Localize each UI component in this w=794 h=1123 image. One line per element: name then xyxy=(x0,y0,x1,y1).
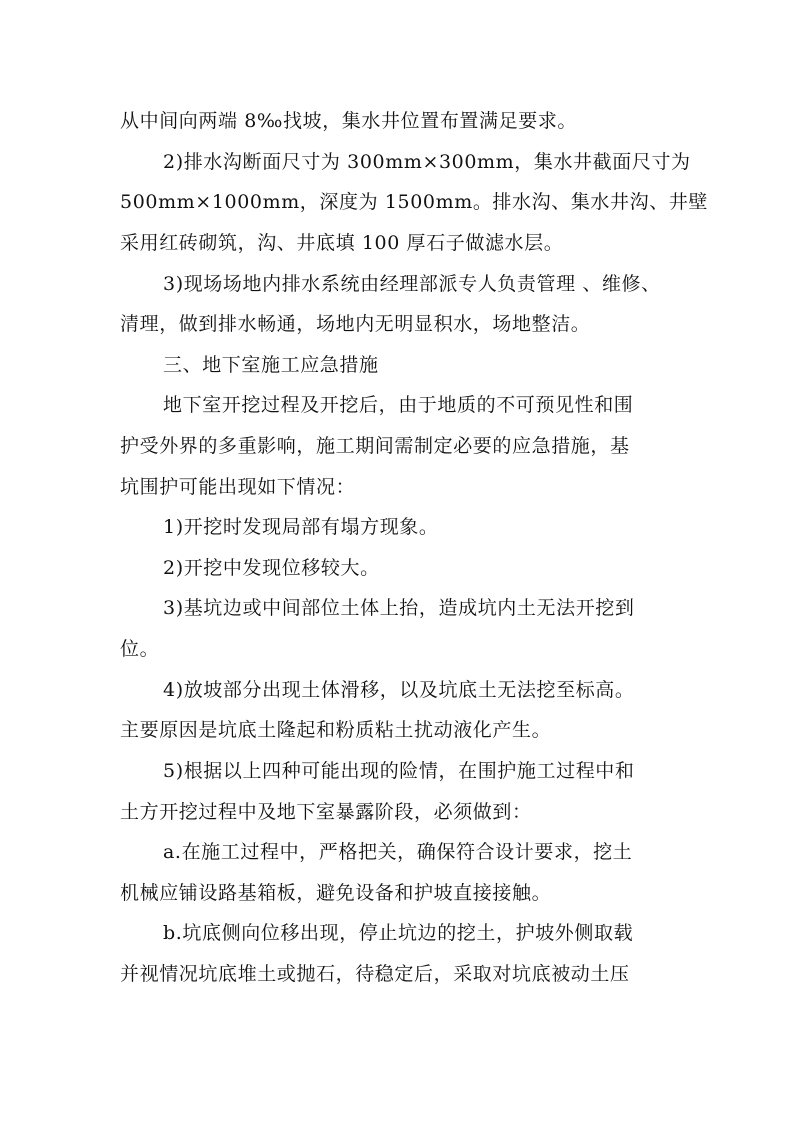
text-line: 并视情况坑底堆土或抛石，待稳定后，采取对坑底被动土压 xyxy=(120,963,630,985)
text-line: 清理，做到排水畅通，场地内无明显积水，场地整洁。 xyxy=(120,313,591,335)
text-line: 采用红砖砌筑，沟、井底填 100 厚石子做滤水层。 xyxy=(120,232,564,254)
text-line: 坑围护可能出现如下情况： xyxy=(120,476,356,498)
text-line: 土方开挖过程中及地下室暴露阶段，必须做到： xyxy=(120,801,532,823)
text-line: 5)根据以上四种可能出现的险情，在围护施工过程中和 xyxy=(163,760,635,782)
text-line: 机械应铺设路基箱板，避免设备和护坡直接接触。 xyxy=(120,882,552,904)
text-line: 从中间向两端 8‰找坡，集水井位置布置满足要求。 xyxy=(120,110,578,132)
text-line: 1)开挖时发现局部有塌方现象。 xyxy=(163,516,439,538)
text-line: 500mm×1000mm，深度为 1500mm。排水沟、集水井沟、井壁 xyxy=(120,191,709,213)
text-line: 2)排水沟断面尺寸为 300mm×300mm，集水井截面尺寸为 xyxy=(163,151,691,173)
text-line: 主要原因是坑底土隆起和粉质粘土扰动液化产生。 xyxy=(120,719,552,741)
text-line: b.坑底侧向位移出现，停止坑边的挖土，护坡外侧取载 xyxy=(163,922,634,944)
section-heading: 三、地下室施工应急措施 xyxy=(163,354,379,376)
text-line: 4)放坡部分出现土体滑移，以及坑底土无法挖至标高。 xyxy=(163,679,635,701)
text-line: a.在施工过程中，严格把关，确保符合设计要求，挖土 xyxy=(163,841,633,863)
text-line: 3)现场场地内排水系统由经理部派专人负责管理 、维修、 xyxy=(163,273,661,295)
text-line: 3)基坑边或中间部位土体上抬，造成坑内土无法开挖到 xyxy=(163,597,635,619)
text-line: 位。 xyxy=(120,638,160,660)
text-line: 2)开挖中发现位移较大。 xyxy=(163,557,380,579)
text-line: 护受外界的多重影响，施工期间需制定必要的应急措施，基 xyxy=(120,435,630,457)
text-line: 地下室开挖过程及开挖后，由于地质的不可预见性和围 xyxy=(163,394,634,416)
